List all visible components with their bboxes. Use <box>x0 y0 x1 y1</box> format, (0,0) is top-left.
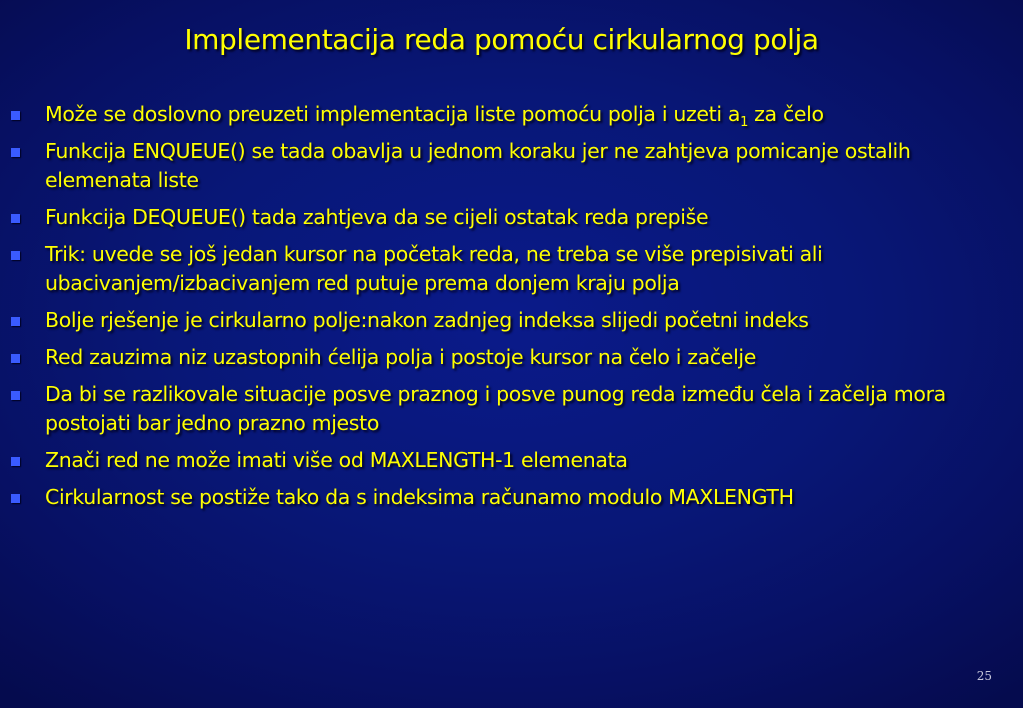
square-bullet-icon <box>11 317 20 326</box>
square-bullet-icon <box>11 494 20 503</box>
bullet-text: Da bi se razlikovale situacije posve praznog i posve punog reda između čela i začelja mora postojati bar jedno prazno mjesto <box>45 382 946 435</box>
bullet-item <box>0 483 1000 512</box>
bullet-text: Bolje rješenje je cirkularno polje:nakon zadnjeg indeksa slijedi početni indeks <box>45 308 809 332</box>
page-number: 25 <box>976 669 992 683</box>
bullet-item <box>0 306 1000 335</box>
bullet-text: Funkcija DEQUEUE() tada zahtjeva da se cijeli ostatak reda prepiše <box>45 205 709 229</box>
bullet-text: Može se doslovno preuzeti implementacija liste pomoću polja i uzeti $a_1$ za čelo <box>45 102 824 130</box>
bullet-item <box>0 343 1000 372</box>
square-bullet-icon <box>11 251 20 260</box>
bullet-item <box>0 446 1000 475</box>
square-bullet-icon <box>11 457 20 466</box>
bullet-text: Red zauzima niz uzastopnih ćelija polja i postoje kursor na čelo i začelje <box>45 345 757 369</box>
bullet-item <box>0 137 1000 195</box>
bullet-item <box>0 203 1000 232</box>
square-bullet-icon <box>11 391 20 400</box>
subscript: 1 <box>740 115 748 130</box>
bullet-list <box>0 100 1000 520</box>
slide-title: Implementacija reda pomoću cirkularnog polja <box>184 23 819 56</box>
bullet-text: Znači red ne može imati više od MAXLENGTH-1 elemenata <box>45 448 628 472</box>
bullet-text: Funkcija ENQUEUE() se tada obavlja u jednom koraku jer ne zahtjeva pomicanje ostalih elemenata liste <box>45 139 911 192</box>
bullet-text: Trik: uvede se još jedan kursor na početak reda, ne treba se više prepisivati ali ubacivanjem/izbacivanjem red putuje prema donjem kraju polja <box>45 242 823 295</box>
bullet-item <box>0 100 1000 129</box>
square-bullet-icon <box>11 214 20 223</box>
square-bullet-icon <box>11 148 20 157</box>
bullet-item <box>0 240 1000 298</box>
square-bullet-icon <box>11 354 20 363</box>
square-bullet-icon <box>11 111 20 120</box>
bullet-item <box>0 380 1000 438</box>
bullet-text: Cirkularnost se postiže tako da s indeksima računamo modulo MAXLENGTH <box>45 485 794 509</box>
